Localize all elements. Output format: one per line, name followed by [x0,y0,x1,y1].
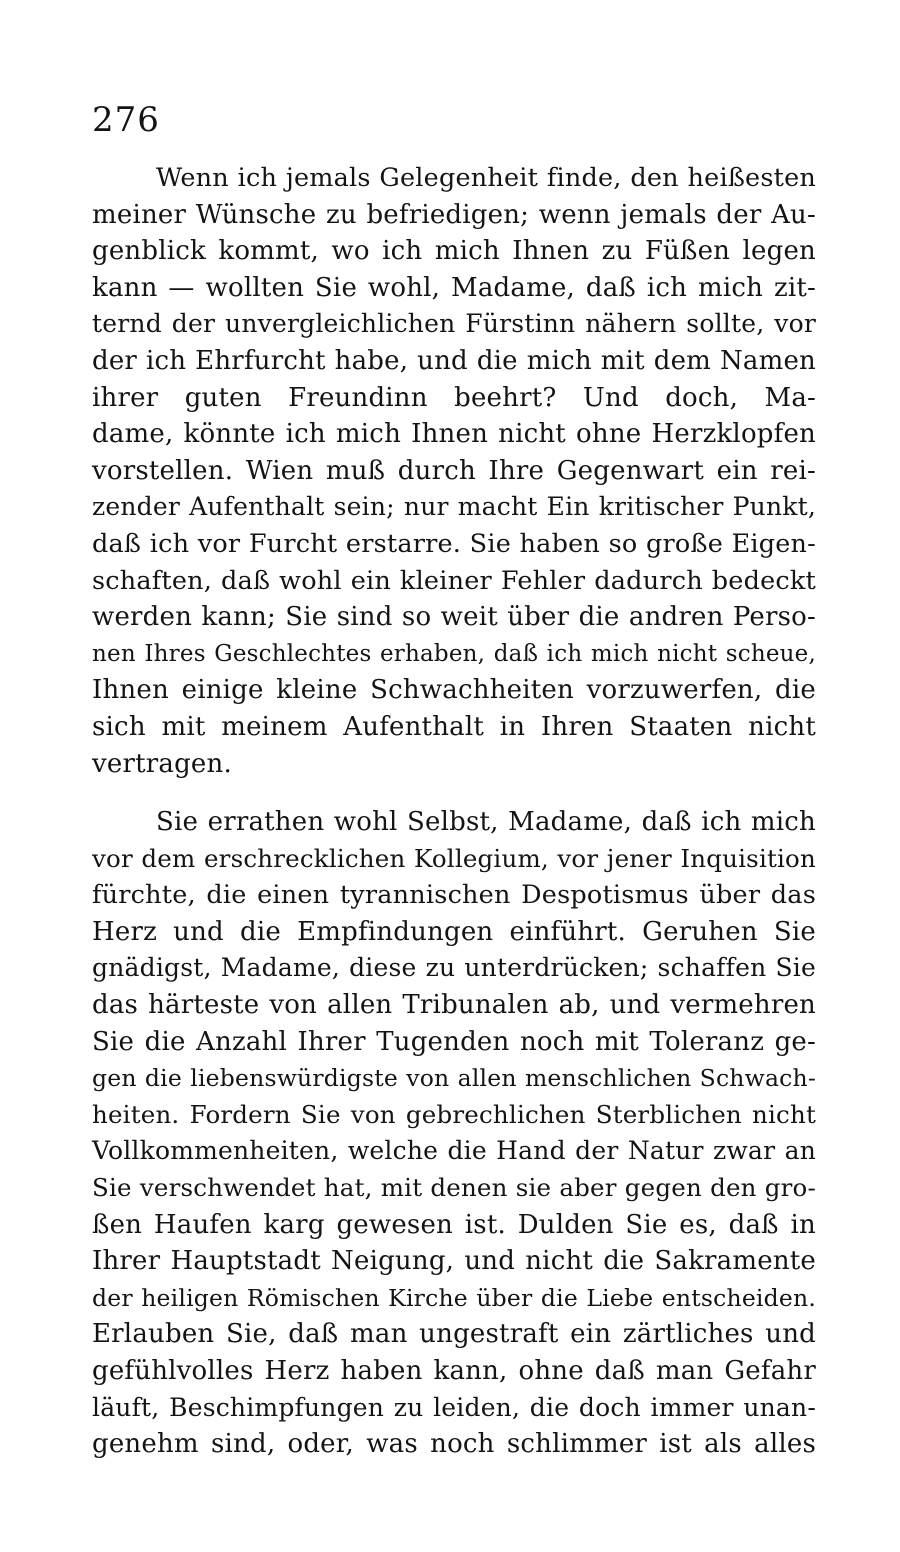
text-line: Sie verschwendet hat, mit denen sie aber gegen den gro- [92,1172,816,1202]
text-line: fürchte, die einen tyrannischen Despotismus über das [92,880,816,911]
text-line: Ihnen einige kleine Schwachheiten vorzuwerfen, die [92,675,816,706]
paragraph-1 [92,160,816,782]
text-line: der ich Ehrfurcht habe, und die mich mit dem Namen [92,345,816,376]
text-line: schaften, daß wohl ein kleiner Fehler dadurch bedeckt [92,565,816,596]
text-line: Wenn ich jemals Gelegenheit finde, den heißesten [156,163,816,193]
text-line: genehm sind, oder, was noch schlimmer ist als alles [92,1429,816,1460]
text-line: zender Aufenthalt sein; nur macht Ein kritischer Punkt, [92,492,816,522]
text-line: Sie die Anzahl Ihrer Tugenden noch mit Toleranz ge- [92,1026,816,1057]
text-line: daß ich vor Furcht erstarre. Sie haben so große Eigen- [92,528,816,559]
text-line: kann — wollten Sie wohl, Madame, daß ich mich zit- [92,272,816,303]
text-line: gefühlvolles Herz haben kann, ohne daß man Gefahr [92,1355,816,1386]
text-line: meiner Wünsche zu befriedigen; wenn jemals der Au- [92,199,816,230]
paragraph-2 [92,804,816,1463]
text-line: das härteste von allen Tribunalen ab, und vermehren [92,989,816,1020]
text-line: Ihrer Hauptstadt Neigung, und nicht die Sakramente [92,1246,816,1277]
text-line: sich mit meinem Aufenthalt in Ihren Staaten nicht [92,711,816,742]
text-line: heiten. Fordern Sie von gebrechlichen Sterblichen nicht [92,1099,816,1129]
text-line: gen die liebenswürdigste von allen menschlichen Schwach- [92,1064,816,1093]
text-line: werden kann; Sie sind so weit über die andren Perso- [92,602,816,633]
text-line: ihrer guten Freundinn beehrt? Und doch, Ma- [92,382,816,413]
text-line: vorstellen. Wien muß durch Ihre Gegenwart ein rei- [92,455,816,486]
text-line: Herz und die Empfindungen einführt. Geruhen Sie [92,916,816,947]
text-line: gnädigst, Madame, diese zu unterdrücken; schaffen Sie [92,953,816,983]
text-line: ternd der unvergleichlichen Fürstinn nähern sollte, vor [92,309,816,339]
text-line: Vollkommenheiten, welche die Hand der Natur zwar an [92,1136,816,1166]
text-line: ßen Haufen karg gewesen ist. Dulden Sie es, daß in [92,1209,816,1240]
text-line: genblick kommt, wo ich mich Ihnen zu Füßen legen [92,236,816,267]
text-line: Erlauben Sie, daß man ungestraft ein zärtliches und [92,1319,816,1350]
text-line: vertragen. [92,748,232,779]
text-line: nen Ihres Geschlechtes erhaben, daß ich mich nicht scheue, [92,640,816,667]
text-line: vor dem erschrecklichen Kollegium, vor jener Inquisition [92,843,816,873]
text-line: dame, könnte ich mich Ihnen nicht ohne Herzklopfen [92,419,816,450]
text-line: läuft, Beschimpfungen zu leiden, die doch immer unan- [92,1392,816,1422]
text-line: Sie errathen wohl Selbst, Madame, daß ich mich [156,807,816,837]
page-number: 276 [92,100,160,140]
text-line: der heiligen Römischen Kirche über die Liebe entscheiden. [92,1283,816,1312]
